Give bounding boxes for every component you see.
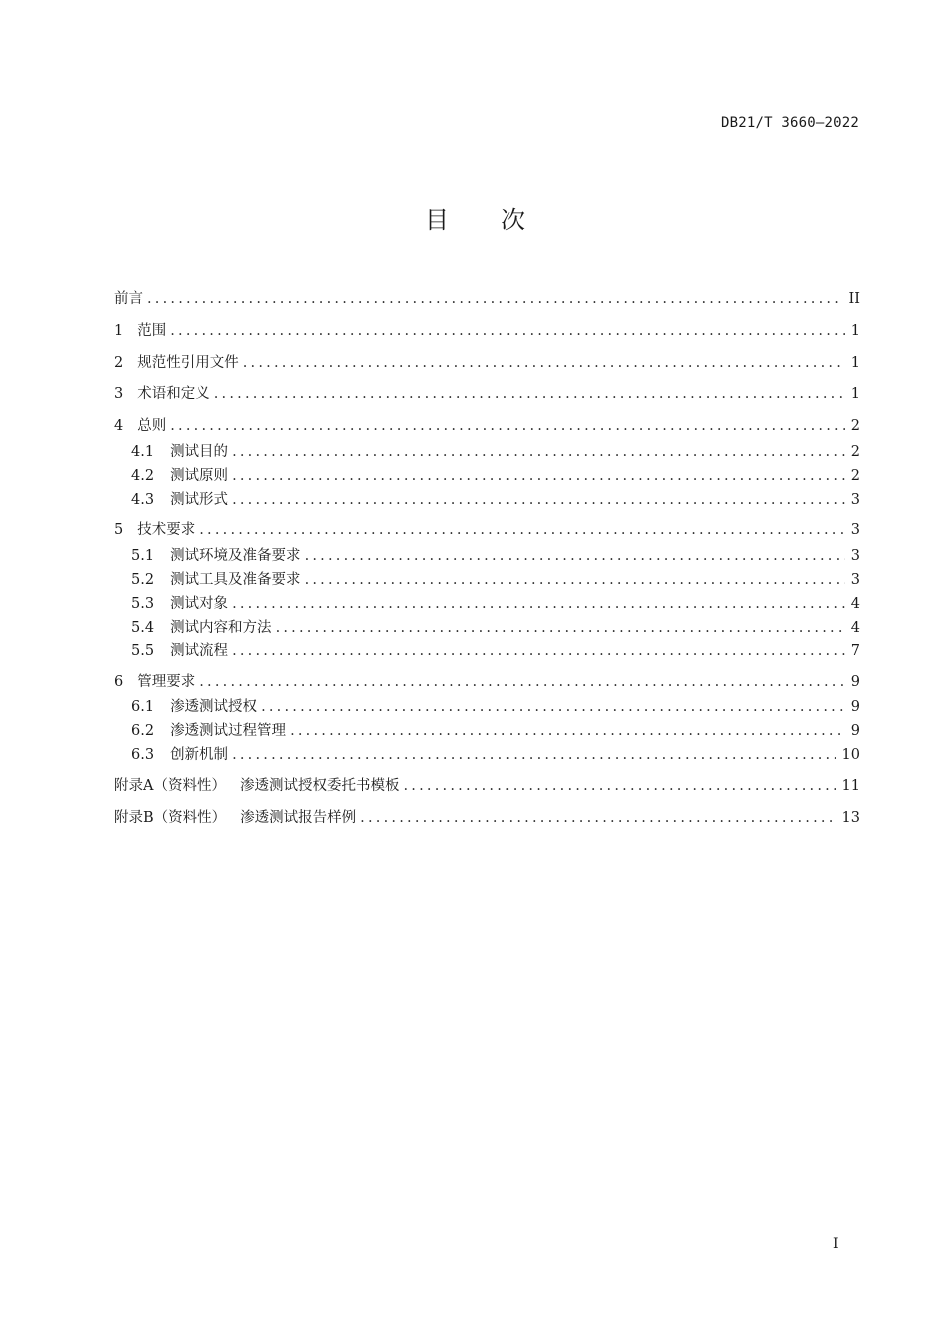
toc-entry-foreword[interactable] [114,289,860,309]
toc-page-number: 2 [850,444,860,460]
toc-entry-number: 1 [114,323,124,339]
toc-entry-number: 2 [114,355,124,371]
toc-entry-5-5[interactable] [131,641,860,661]
toc-entry-5[interactable] [114,520,860,540]
toc-leader-dots [305,546,845,566]
toc-leader-dots [232,745,835,765]
toc-entry-number: 4.1 [131,444,155,460]
toc-page-number: 9 [850,723,860,739]
toc-entry-label: 范围 [137,323,167,339]
toc-entry-number: 6 [114,674,124,690]
toc-leader-dots [305,570,845,590]
toc-page-number: 3 [850,522,860,538]
toc-entry-appendix-b[interactable] [114,808,860,828]
toc-entry-label: 测试环境及准备要求 [170,548,301,564]
toc-leader-dots [232,641,845,661]
toc-entry-4[interactable] [114,416,860,436]
toc-entry-number: 5.4 [131,620,155,636]
toc-entry-label: 创新机制 [170,747,229,763]
toc-leader-dots [232,442,845,462]
toc-entry-number: 5.1 [131,548,155,564]
toc-entry-label: 渗透测试报告样例 [240,810,357,826]
toc-entry-label: 测试流程 [170,643,229,659]
toc-entry-3[interactable] [114,384,860,404]
toc-entry-5-3[interactable] [131,594,860,614]
title-char-1: 目 [425,206,449,234]
toc-entry-number: 5.5 [131,643,155,659]
toc-entry-label: 技术要求 [137,522,196,538]
toc-page-number: II [848,291,860,307]
toc-entry-6-2[interactable] [131,721,860,741]
toc-leader-dots [147,289,843,309]
toc-page-number: 1 [850,323,860,339]
toc-page-number: 4 [850,596,860,612]
toc-entry-label: 渗透测试授权 [170,699,258,715]
toc-entry-6-1[interactable] [131,697,860,717]
toc-entry-4-3[interactable] [131,490,860,510]
toc-entry-4-2[interactable] [131,466,860,486]
page-number: I [833,1236,839,1252]
toc-entry-label: 术语和定义 [137,386,210,402]
toc-entry-6-3[interactable] [131,745,860,765]
toc-entry-label: 规范性引用文件 [137,355,239,371]
toc-entry-label: 测试目的 [170,444,229,460]
toc-page-number: 1 [850,386,860,402]
toc-entry-number: 4.2 [131,468,155,484]
toc-page-number: 10 [841,747,860,763]
toc-entry-number: 附录A（资料性） [114,778,226,794]
toc-entry-5-2[interactable] [131,570,860,590]
toc-page-number: 4 [850,620,860,636]
page-title [0,200,950,235]
toc-entry-label: 总则 [137,418,167,434]
toc-leader-dots [243,353,845,373]
document-code: DB21/T 3660—2022 [720,115,859,131]
toc-leader-dots [232,594,845,614]
toc-entry-1[interactable] [114,321,860,341]
toc-page-number: 3 [850,548,860,564]
toc-entry-label: 前言 [114,291,143,307]
toc-leader-dots [360,808,835,828]
toc-entry-number: 6.1 [131,699,155,715]
toc-leader-dots [290,721,845,741]
toc-entry-label: 管理要求 [137,674,196,690]
toc-page-number: 2 [850,468,860,484]
toc-entry-6[interactable] [114,672,860,692]
toc-page-number: 1 [850,355,860,371]
toc-page-number: 2 [850,418,860,434]
toc-leader-dots [199,672,845,692]
toc-leader-dots [199,520,845,540]
toc-leader-dots [232,466,845,486]
toc-entry-number: 4 [114,418,124,434]
toc-entry-number: 6.2 [131,723,155,739]
toc-entry-label: 渗透测试授权委托书模板 [239,778,400,794]
toc-page-number: 13 [841,810,860,826]
toc-entry-number: 5.3 [131,596,155,612]
toc-page-number: 3 [850,572,860,588]
toc-entry-label: 测试原则 [170,468,229,484]
toc-leader-dots [261,697,845,717]
toc-entry-5-1[interactable] [131,546,860,566]
toc-entry-2[interactable] [114,353,860,373]
toc-entry-number: 5.2 [131,572,155,588]
toc-leader-dots [232,490,845,510]
toc-entry-4-1[interactable] [131,442,860,462]
toc-page-number: 9 [850,699,860,715]
toc-page-number: 9 [850,674,860,690]
toc-entry-5-4[interactable] [131,618,860,638]
title-char-2: 次 [501,206,525,234]
toc-entry-number: 6.3 [131,747,155,763]
toc-entry-label: 测试内容和方法 [170,620,272,636]
toc-entry-label: 测试工具及准备要求 [170,572,301,588]
toc-entry-number: 4.3 [131,492,155,508]
toc-entry-number: 3 [114,386,124,402]
toc-leader-dots [214,384,845,404]
toc-entry-appendix-a[interactable] [114,776,860,796]
toc-page-number: 11 [841,778,860,794]
toc-entry-label: 测试对象 [170,596,229,612]
toc-page-number: 3 [850,492,860,508]
toc-page-number: 7 [850,643,860,659]
toc-entry-number: 附录B（资料性） [114,810,227,826]
toc-leader-dots [170,416,845,436]
toc-entry-label: 测试形式 [170,492,229,508]
toc-leader-dots [170,321,845,341]
toc-entry-label: 渗透测试过程管理 [170,723,287,739]
toc-leader-dots [403,776,835,796]
toc-entry-number: 5 [114,522,124,538]
toc-leader-dots [276,618,845,638]
